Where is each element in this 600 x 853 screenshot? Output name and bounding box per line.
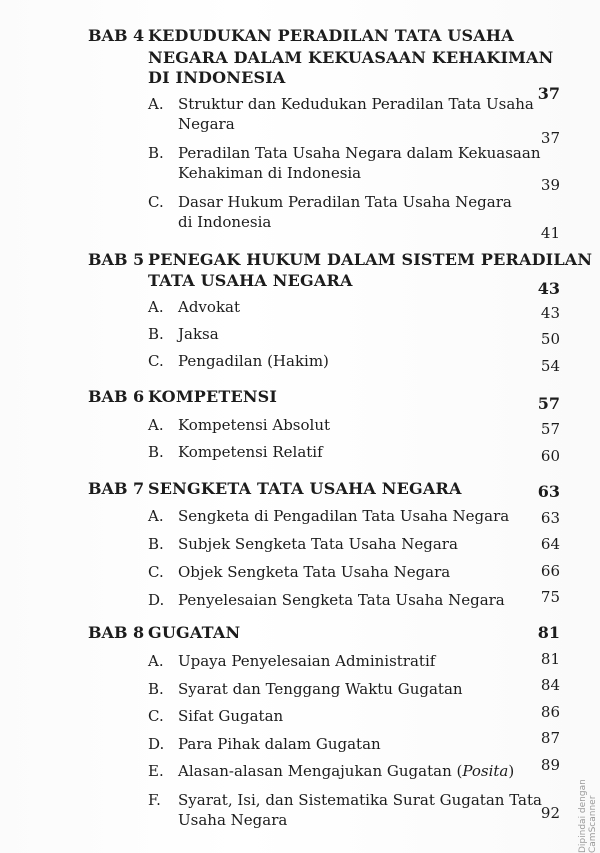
bab5-page: 43 xyxy=(537,279,560,298)
bab6-item-a-page: 57 xyxy=(540,420,560,438)
bab5-title-line1: PENEGAK HUKUM DALAM SISTEM PERADILAN xyxy=(148,250,593,269)
bab4-title-line3: DI INDONESIA xyxy=(148,68,286,87)
bab4-item-b-letter: B. xyxy=(148,144,164,162)
bab7-item-c-text: Objek Sengketa Tata Usaha Negara xyxy=(178,563,451,581)
bab7-item-b-text: Subjek Sengketa Tata Usaha Negara xyxy=(178,535,458,553)
bab7-item-d-page: 75 xyxy=(540,588,560,606)
bab7-title: SENGKETA TATA USAHA NEGARA xyxy=(148,479,462,498)
bab8-item-f-page: 92 xyxy=(540,804,560,822)
bab8-item-d-page: 87 xyxy=(540,729,560,747)
bab8-item-f-line2: Usaha Negara xyxy=(178,811,288,829)
scanner-watermark: Dipindai dengan CamScanner xyxy=(578,779,598,853)
bab7-item-a-text: Sengketa di Pengadilan Tata Usaha Negara xyxy=(178,507,510,525)
bab5-label: BAB 5 xyxy=(88,250,145,269)
bab8-item-d-letter: D. xyxy=(148,735,165,753)
bab8-item-d-text: Para Pihak dalam Gugatan xyxy=(178,735,381,753)
bab6-item-a-text: Kompetensi Absolut xyxy=(178,416,331,434)
bab7-item-b-page: 64 xyxy=(540,535,560,553)
bab8-title: GUGATAN xyxy=(148,623,241,642)
bab8-item-c-page: 86 xyxy=(540,703,560,721)
bab5-item-b-letter: B. xyxy=(148,325,164,343)
bab7-item-b-letter: B. xyxy=(148,535,164,553)
bab4-item-c-letter: C. xyxy=(148,193,164,211)
bab4-item-b-line2: Kehakiman di Indonesia xyxy=(178,164,362,182)
bab4-item-a-line1: Struktur dan Kedudukan Peradilan Tata Usaha xyxy=(178,95,534,113)
bab6-item-a-letter: A. xyxy=(148,416,164,434)
bab6-label: BAB 6 xyxy=(88,387,145,406)
bab5-item-a-page: 43 xyxy=(540,304,560,322)
bab6-item-b-letter: B. xyxy=(148,443,164,461)
bab4-item-c-line1: Dasar Hukum Peradilan Tata Usaha Negara xyxy=(178,193,512,211)
bab6-item-b-text: Kompetensi Relatif xyxy=(178,443,323,461)
bab4-title-line2: NEGARA DALAM KEKUASAAN KEHAKIMAN xyxy=(148,48,554,67)
bab7-item-c-page: 66 xyxy=(540,562,560,580)
bab7-label: BAB 7 xyxy=(88,479,145,498)
bab7-page: 63 xyxy=(537,482,560,501)
bab5-title-line2: TATA USAHA NEGARA xyxy=(148,271,353,290)
bab4-item-b-line1: Peradilan Tata Usaha Negara dalam Kekuasaan xyxy=(178,144,541,162)
bab8-page: 81 xyxy=(537,623,560,642)
bab8-label: BAB 8 xyxy=(88,623,145,642)
bab7-item-a-letter: A. xyxy=(148,507,164,525)
bab8-item-e-page: 89 xyxy=(540,756,560,774)
bab8-item-f-line1: Syarat, Isi, dan Sistematika Surat Gugatan Tata xyxy=(178,791,542,809)
bab7-item-d-text: Penyelesaian Sengketa Tata Usaha Negara xyxy=(178,591,505,609)
bab8-item-a-text: Upaya Penyelesaian Administratif xyxy=(178,652,436,670)
bab5-item-c-page: 54 xyxy=(540,357,560,375)
bab4-item-c-page: 41 xyxy=(540,224,560,242)
bab4-item-a-letter: A. xyxy=(148,95,164,113)
bab8-item-b-letter: B. xyxy=(148,680,164,698)
bab6-item-b-page: 60 xyxy=(540,447,560,465)
bab8-item-f-letter: F. xyxy=(148,791,161,809)
bab4-label: BAB 4 xyxy=(88,26,145,45)
bab8-item-b-page: 84 xyxy=(540,676,560,694)
bab7-item-c-letter: C. xyxy=(148,563,164,581)
bab8-item-c-text: Sifat Gugatan xyxy=(178,707,284,725)
bab5-item-c-text: Pengadilan (Hakim) xyxy=(178,352,329,370)
bab5-item-a-letter: A. xyxy=(148,298,164,316)
bab4-title-line1: KEDUDUKAN PERADILAN TATA USAHA xyxy=(148,26,514,45)
bab8-item-e-text: Alasan-alasan Mengajukan Gugatan (Posita) xyxy=(178,762,515,780)
bab4-item-a-page: 37 xyxy=(540,129,560,147)
bab8-item-a-letter: A. xyxy=(148,652,164,670)
bab4-item-b-page: 39 xyxy=(540,176,560,194)
bab7-item-d-letter: D. xyxy=(148,591,165,609)
bab4-item-a-line2: Negara xyxy=(178,115,235,133)
bab5-item-b-page: 50 xyxy=(540,330,560,348)
bab8-item-a-page: 81 xyxy=(540,650,560,668)
bab5-item-a-text: Advokat xyxy=(178,298,240,316)
bab6-title: KOMPETENSI xyxy=(148,387,278,406)
bab8-item-c-letter: C. xyxy=(148,707,164,725)
bab8-item-b-text: Syarat dan Tenggang Waktu Gugatan xyxy=(178,680,463,698)
bab6-page: 57 xyxy=(537,394,560,413)
bab5-item-c-letter: C. xyxy=(148,352,164,370)
bab4-page: 37 xyxy=(537,84,560,103)
bab7-item-a-page: 63 xyxy=(540,509,560,527)
bab5-item-b-text: Jaksa xyxy=(178,325,219,343)
bab4-item-c-line2: di Indonesia xyxy=(178,213,272,231)
bab8-item-e-letter: E. xyxy=(148,762,164,780)
